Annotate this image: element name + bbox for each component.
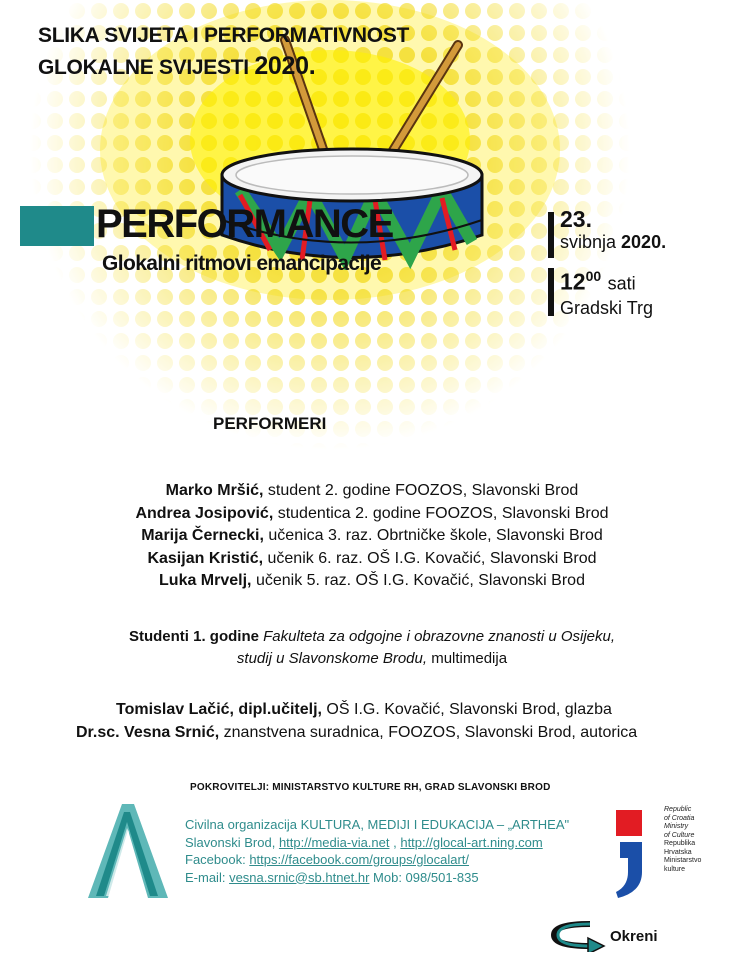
- performer-row: [0, 570, 744, 593]
- performer-row: [0, 525, 744, 548]
- credit-name: Tomislav Lačić, dipl.učitelj,: [116, 701, 322, 718]
- students-label: Studenti 1. godine: [128, 628, 259, 645]
- org-websites: [185, 834, 569, 852]
- students-study: studij u Slavonskome Brodu,: [236, 650, 428, 667]
- ministry-hr-2: Hrvatska: [664, 848, 692, 856]
- event-month-year: [560, 232, 666, 253]
- event-minutes: 00: [585, 268, 602, 284]
- website-link-2[interactable]: http://glocal-art.ning.com: [400, 834, 543, 850]
- ministry-logo-red: [616, 810, 642, 836]
- header-title-line1: SLIKA SVIJETA I PERFORMATIVNOST: [38, 24, 410, 47]
- ministry-en-2: of Croatia: [664, 814, 695, 822]
- credit-desc: OŠ I.G. Kovačić, Slavonski Brod, glazba: [321, 701, 612, 718]
- event-hour-suffix: sati: [607, 273, 636, 294]
- arthea-logo: [82, 800, 174, 902]
- phone-number: Mob: 098/501-835: [369, 869, 479, 885]
- website-link-1[interactable]: http://media-via.net: [278, 834, 390, 850]
- credit-row-2: [76, 724, 637, 742]
- facebook-link[interactable]: https://facebook.com/groups/glocalart/: [249, 852, 470, 867]
- event-place: Gradski Trg: [560, 298, 654, 318]
- sponsors-line: POKROVITELJI: MINISTARSTVO KULTURE RH, GRAD SLAVONSKI BROD: [190, 782, 551, 793]
- org-name: Civilna organizacija KULTURA, MEDIJI I EDUKACIJA – „ARTHEA": [185, 817, 570, 832]
- performer-desc: student 2. godine FOOZOS, Slavonski Brod: [263, 482, 579, 499]
- email-link[interactable]: vesna.srnic@sb.htnet.hr: [229, 869, 370, 885]
- header-year: 2020.: [254, 52, 316, 80]
- performer-row: [0, 548, 744, 571]
- performer-name: Marko Mršić,: [165, 482, 264, 499]
- org-facebook: [185, 851, 569, 869]
- link-separator: ,: [389, 834, 401, 850]
- performer-row: [0, 480, 744, 503]
- turn-over-button[interactable]: [548, 918, 678, 952]
- performer-name: Andrea Josipović,: [135, 504, 274, 522]
- performer-name: Luka Mrvelj,: [159, 572, 252, 589]
- performer-desc: studentica 2. godine FOOZOS, Slavonski Brod: [273, 504, 609, 522]
- students-block: [0, 626, 744, 670]
- org-contact: [185, 869, 569, 887]
- turn-label: Okreni: [610, 928, 658, 945]
- ministry-hr-3: Ministarstvo: [664, 857, 702, 864]
- ministry-en-3: Ministry: [664, 823, 689, 830]
- header-title-line2: [38, 52, 315, 81]
- performer-name: Marija Černecki,: [141, 527, 264, 544]
- org-city: Slavonski Brod,: [185, 834, 279, 850]
- event-time: [560, 268, 636, 296]
- event-hour: 12: [560, 268, 586, 295]
- performer-name: Kasijan Kristić,: [147, 549, 264, 567]
- facebook-label: Facebook:: [185, 852, 250, 867]
- ministry-hr-1: Republika: [664, 840, 696, 847]
- org-info: [185, 816, 569, 886]
- ministry-en-4: of Culture: [664, 831, 695, 839]
- credit-desc: znanstvena suradnica, FOOZOS, Slavonski Brod, autorica: [219, 724, 638, 741]
- students-field: multimedija: [427, 650, 508, 667]
- ministry-text: [664, 806, 701, 874]
- header-line2-text: GLOKALNE SVIJESTI: [38, 56, 255, 79]
- ministry-en-1: Republic: [664, 806, 692, 813]
- performer-desc: učenica 3. raz. Obrtničke škole, Slavonski Brod: [263, 527, 603, 544]
- teal-accent-bar: [20, 206, 94, 246]
- performer-desc: učenik 5. raz. OŠ I.G. Kovačić, Slavonski Brod: [251, 572, 585, 589]
- event-month: svibnja: [560, 232, 622, 252]
- credit-name: Dr.sc. Vesna Srnić,: [76, 724, 220, 741]
- event-subtitle: Glokalni ritmovi emancipacije: [102, 252, 382, 275]
- ministry-logo-blue: [612, 842, 646, 898]
- ministry-hr-4: kulture: [664, 865, 686, 873]
- students-faculty: Fakulteta za odgojne i obrazovne znanosti u Osijeku,: [258, 628, 616, 645]
- event-title: PERFORMANCE: [96, 202, 393, 246]
- performer-row: [0, 503, 744, 526]
- credit-row-1: [116, 701, 612, 719]
- event-year: 2020.: [621, 232, 667, 252]
- date-bar: [548, 212, 554, 258]
- performer-desc: učenik 6. raz. OŠ I.G. Kovačić, Slavonski Brod: [263, 549, 597, 567]
- event-day: 23.: [560, 206, 592, 232]
- performers-heading: PERFORMERI: [213, 414, 327, 433]
- time-bar: [548, 268, 554, 316]
- email-label: E-mail:: [185, 869, 230, 885]
- turn-arrow-icon: [548, 918, 614, 952]
- performer-list: [0, 480, 744, 593]
